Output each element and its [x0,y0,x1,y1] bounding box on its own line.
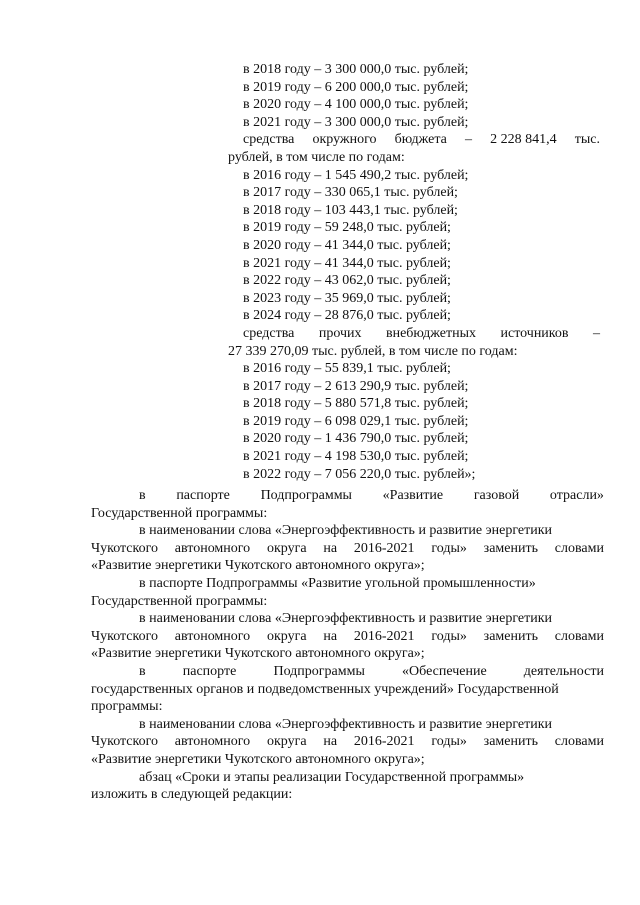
word: Чукотского [91,628,158,644]
extra-budget-line [228,325,600,343]
list-item: в 2018 году – 103 443,1 тыс. рублей; [243,202,458,218]
paragraph-line: государственных органов и подведомственных учреждений» Государственной [91,681,559,697]
word: – [593,325,600,341]
word: заменить [483,540,538,556]
word: автономного [174,734,251,750]
word: на [323,540,338,556]
word: средства [243,325,295,341]
word: 2016-2021 [353,628,415,644]
word: годы» [431,628,467,644]
list-item: в 2019 году – 6 098 029,1 тыс. рублей; [243,413,469,429]
word: прочих [318,325,362,341]
word: средства [243,132,295,148]
list-item: в 2022 году – 43 062,0 тыс. рублей; [243,273,451,289]
list-item: в 2019 году – 59 248,0 тыс. рублей; [243,220,451,236]
paragraph-line [91,487,604,505]
paragraph-line [91,663,604,681]
word: газовой [473,488,520,503]
paragraph-line [91,628,604,646]
paragraph-line: «Развитие энергетики Чукотского автономного округа»; [91,646,425,662]
paragraph-line: изложить в следующей редакции: [91,787,293,803]
word: источников [500,325,569,341]
list-item: в 2020 году – 4 100 000,0 тыс. рублей; [243,97,469,113]
list-item: в 2016 году – 1 545 490,2 тыс. рублей; [243,167,469,183]
word: заменить [483,628,538,644]
list-item: в 2017 году – 2 613 290,9 тыс. рублей; [243,378,469,394]
paragraph-line: Государственной программы: [91,593,268,609]
word: бюджета [394,132,447,148]
okrug-budget-continuation: рублей, в том числе по годам: [228,149,405,165]
word: на [323,734,338,750]
word: в [139,488,146,503]
list-item: в 2020 году – 1 436 790,0 тыс. рублей; [243,431,469,447]
okrug-budget-line [228,131,600,149]
paragraph-line: Государственной программы: [91,505,268,521]
word: – [464,132,472,148]
paragraph-line: в наименовании слова «Энергоэффективность и развитие энергетики [139,523,552,539]
word: годы» [431,540,467,556]
paragraph-line: в наименовании слова «Энергоэффективность и развитие энергетики [139,716,552,732]
word: словами [554,540,604,556]
list-item: в 2021 году – 3 300 000,0 тыс. рублей; [243,114,469,130]
word: округа [266,628,307,644]
list-item: в 2023 году – 35 969,0 тыс. рублей; [243,290,451,306]
word: автономного [174,540,251,556]
word: округа [266,540,307,556]
paragraph-line: программы: [91,699,163,715]
paragraph-line: абзац «Сроки и этапы реализации Государственной программы» [139,769,525,785]
word: 2016-2021 [353,540,415,556]
word: на [323,628,338,644]
word: Чукотского [91,540,158,556]
paragraph-line: «Развитие энергетики Чукотского автономного округа»; [91,751,425,767]
word: словами [554,628,604,644]
paragraph-line: в наименовании слова «Энергоэффективность и развитие энергетики [139,611,552,627]
word: паспорте [176,488,230,503]
list-item: в 2021 году – 41 344,0 тыс. рублей; [243,255,451,271]
list-item: в 2018 году – 5 880 571,8 тыс. рублей; [243,396,469,412]
word: Подпрограммы [260,488,352,503]
list-item: в 2020 году – 41 344,0 тыс. рублей; [243,237,451,253]
list-item: в 2017 году – 330 065,1 тыс. рублей; [243,185,458,201]
amendments-block [91,487,604,804]
word: округа [266,734,307,750]
extra-budget-continuation: 27 339 270,09 тыс. рублей, в том числе по годам: [228,343,518,359]
funding-list-block [228,61,600,483]
word: Чукотского [91,734,158,750]
word: 2016-2021 [353,734,415,750]
list-item: в 2022 году – 7 056 220,0 тыс. рублей»; [243,466,476,482]
word: автономного [174,628,251,644]
list-item: в 2021 году – 4 198 530,0 тыс. рублей; [243,449,469,465]
word: «Развитие [382,488,444,503]
word: годы» [431,734,467,750]
word: тыс. [574,132,600,148]
list-item: в 2019 году – 6 200 000,0 тыс. рублей; [243,79,469,95]
list-item: в 2024 году – 28 876,0 тыс. рублей; [243,308,451,324]
word: заменить [483,734,538,750]
word: отрасли» [549,488,604,503]
paragraph-line: «Развитие энергетики Чукотского автономного округа»; [91,558,425,574]
word: деятельности [523,663,604,679]
word: «Обеспечение [402,663,487,679]
paragraph-line [91,733,604,751]
word: 2 228 841,4 [490,132,557,148]
word: Подпрограммы [273,663,365,679]
word: в [139,663,146,679]
word: окружного [312,132,377,148]
list-item: в 2018 году – 3 300 000,0 тыс. рублей; [243,62,469,77]
list-item: в 2016 году – 55 839,1 тыс. рублей; [243,361,451,377]
word: внебюджетных [385,325,477,341]
paragraph-line [91,540,604,558]
word: словами [554,734,604,750]
paragraph-line: в паспорте Подпрограммы «Развитие угольной промышленности» [139,575,536,591]
word: паспорте [182,663,237,679]
